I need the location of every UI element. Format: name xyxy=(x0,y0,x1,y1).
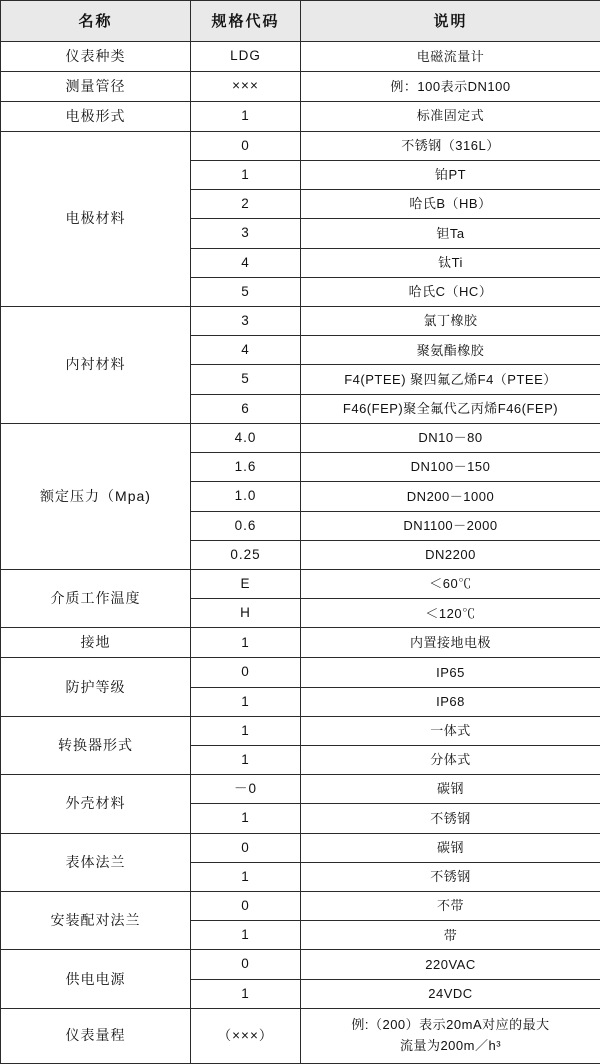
row-code-cell: 1.6 xyxy=(191,453,301,482)
row-desc-cell: 碳钢 xyxy=(301,833,600,862)
row-code-cell: 1 xyxy=(191,745,301,774)
table-row xyxy=(1,42,600,72)
row-name-cell: 电极形式 xyxy=(1,101,191,131)
row-name-cell: 介质工作温度 xyxy=(1,569,191,627)
row-desc-cell: 不锈钢 xyxy=(301,804,600,833)
row-name-cell: 仪表量程 xyxy=(1,1008,191,1063)
row-code-cell: 1 xyxy=(191,921,301,950)
row-name-cell: 内衬材料 xyxy=(1,306,191,423)
row-desc-cell: 不锈钢 xyxy=(301,862,600,891)
row-code-cell: 1 xyxy=(191,979,301,1008)
row-code-cell: 4.0 xyxy=(191,423,301,452)
row-name-cell: 外壳材料 xyxy=(1,775,191,833)
row-code-cell: 2 xyxy=(191,190,301,219)
table-header-row xyxy=(1,1,600,42)
row-desc-cell: 带 xyxy=(301,921,600,950)
row-name-cell: 接地 xyxy=(1,628,191,658)
table-row xyxy=(1,1008,600,1063)
table-row xyxy=(1,833,600,862)
row-code-cell: 1 xyxy=(191,101,301,131)
row-desc-cell: DN100－150 xyxy=(301,453,600,482)
row-desc-cell: ＜120℃ xyxy=(301,599,600,628)
row-code-cell: 1.0 xyxy=(191,482,301,511)
row-code-cell: 0 xyxy=(191,950,301,979)
row-desc-cell: 氯丁橡胶 xyxy=(301,306,600,335)
row-desc-cell: 不带 xyxy=(301,892,600,921)
row-desc-cell: IP65 xyxy=(301,658,600,687)
row-code-cell: 0 xyxy=(191,892,301,921)
row-desc-cell: IP68 xyxy=(301,687,600,716)
row-code-cell: 0 xyxy=(191,833,301,862)
row-desc-cell: F4(PTEE) 聚四氟乙烯F4（PTEE） xyxy=(301,365,600,394)
row-name-cell: 安装配对法兰 xyxy=(1,892,191,950)
row-desc-cell: 不锈钢（316L） xyxy=(301,131,600,160)
row-code-cell: H xyxy=(191,599,301,628)
table-row xyxy=(1,101,600,131)
row-code-cell: 1 xyxy=(191,716,301,745)
row-desc-cell: 标准固定式 xyxy=(301,101,600,131)
row-code-cell: 5 xyxy=(191,277,301,306)
row-name-cell: 测量管径 xyxy=(1,71,191,101)
table-row xyxy=(1,423,600,452)
row-desc-cell: 铂PT xyxy=(301,160,600,189)
row-code-cell: ××× xyxy=(191,71,301,101)
table-row xyxy=(1,131,600,160)
table-row xyxy=(1,775,600,804)
table-header xyxy=(1,1,600,42)
row-desc-cell: 220VAC xyxy=(301,950,600,979)
table-row xyxy=(1,569,600,598)
table-row xyxy=(1,892,600,921)
row-code-cell: 0.25 xyxy=(191,540,301,569)
column-header-name: 名称 xyxy=(1,1,191,42)
row-desc-cell: DN10－80 xyxy=(301,423,600,452)
row-desc-cell: 分体式 xyxy=(301,745,600,774)
row-desc-cell: 钛Ti xyxy=(301,248,600,277)
row-code-cell: 3 xyxy=(191,306,301,335)
row-desc-cell: F46(FEP)聚全氟代乙丙烯F46(FEP) xyxy=(301,394,600,423)
row-code-cell: 6 xyxy=(191,394,301,423)
row-desc-cell: 哈氏C（HC） xyxy=(301,277,600,306)
row-code-cell: LDG xyxy=(191,42,301,72)
row-desc-cell: 24VDC xyxy=(301,979,600,1008)
row-code-cell: 0 xyxy=(191,658,301,687)
row-code-cell: 1 xyxy=(191,862,301,891)
row-code-cell: 1 xyxy=(191,687,301,716)
row-name-cell: 仪表种类 xyxy=(1,42,191,72)
row-desc-cell: DN1100－2000 xyxy=(301,511,600,540)
column-header-code: 规格代码 xyxy=(191,1,301,42)
row-name-cell: 电极材料 xyxy=(1,131,191,306)
row-name-cell: 供电电源 xyxy=(1,950,191,1008)
row-desc-cell: 钽Ta xyxy=(301,219,600,248)
row-name-cell: 防护等级 xyxy=(1,658,191,716)
row-code-cell: －0 xyxy=(191,775,301,804)
row-code-cell: 5 xyxy=(191,365,301,394)
row-code-cell: E xyxy=(191,569,301,598)
row-code-cell: 4 xyxy=(191,248,301,277)
row-code-cell: （×××） xyxy=(191,1008,301,1063)
row-desc-cell: ＜60℃ xyxy=(301,569,600,598)
row-desc-cell: DN200－1000 xyxy=(301,482,600,511)
row-name-cell: 表体法兰 xyxy=(1,833,191,891)
table-row xyxy=(1,658,600,687)
row-desc-cell: 聚氨酯橡胶 xyxy=(301,336,600,365)
row-desc-cell: 哈氏B（HB） xyxy=(301,190,600,219)
table-body xyxy=(1,42,600,1064)
table-row xyxy=(1,306,600,335)
row-code-cell: 4 xyxy=(191,336,301,365)
row-name-cell: 额定压力（Mpa) xyxy=(1,423,191,569)
row-desc-cell: 例:（200）表示20mA对应的最大 流量为200m／h³ xyxy=(301,1008,600,1063)
row-desc-cell: 碳钢 xyxy=(301,775,600,804)
row-name-cell: 转换器形式 xyxy=(1,716,191,774)
row-desc-cell: DN2200 xyxy=(301,540,600,569)
table-row xyxy=(1,628,600,658)
table-row xyxy=(1,71,600,101)
table-row xyxy=(1,716,600,745)
row-code-cell: 1 xyxy=(191,628,301,658)
row-desc-cell: 一体式 xyxy=(301,716,600,745)
row-desc-cell: 内置接地电极 xyxy=(301,628,600,658)
column-header-desc: 说明 xyxy=(301,1,600,42)
row-code-cell: 0 xyxy=(191,131,301,160)
row-code-cell: 1 xyxy=(191,804,301,833)
row-code-cell: 3 xyxy=(191,219,301,248)
row-desc-cell: 电磁流量计 xyxy=(301,42,600,72)
row-desc-cell: 例：100表示DN100 xyxy=(301,71,600,101)
row-code-cell: 1 xyxy=(191,160,301,189)
table-row xyxy=(1,950,600,979)
row-code-cell: 0.6 xyxy=(191,511,301,540)
